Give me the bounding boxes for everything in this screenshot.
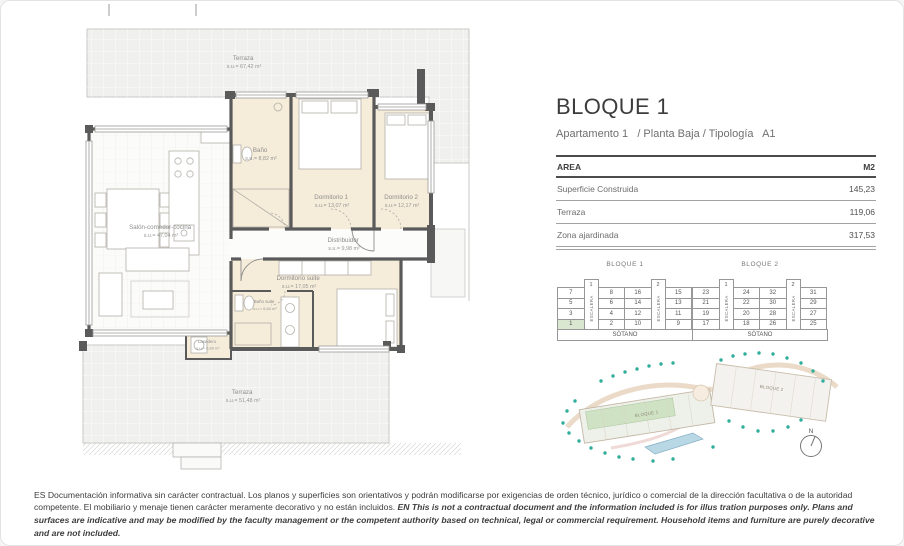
room-label-suite: Dormitorio suite s.u.= 17,05 m² xyxy=(276,275,320,290)
block2-diagram-title: BLOQUE 2 xyxy=(741,261,779,268)
table-row: Terraza 119,06 xyxy=(556,201,876,224)
apartment-subtitle: Apartamento 1 / Planta Baja / Tipología A1 xyxy=(556,128,776,140)
basement-row: SÓTANO xyxy=(692,329,828,341)
plaza-circle xyxy=(693,385,709,401)
area-table-header xyxy=(556,155,876,178)
room-label-dormitorio2: Dormitorio 2 s.u.= 12,17 m² xyxy=(384,194,420,209)
legal-disclaimer xyxy=(34,489,879,541)
block1-site-label: BLOQUE 1 xyxy=(634,409,659,419)
stairwell-2: 2 ESCALERA xyxy=(786,279,801,330)
stairwell-2: 2 ESCALERA xyxy=(651,279,666,330)
room-label-distribuidor: Distribuidor s.u.= 9,98 m² xyxy=(327,237,360,252)
room-label-dormitorio1: Dormitorio 1 s.u.= 13,07 m² xyxy=(314,194,350,209)
site-plan xyxy=(553,351,853,473)
dimension-ticks xyxy=(109,4,196,16)
stairwell-1: 1 ESCALERA xyxy=(584,279,599,330)
room-label-terraza-top: Terraza s.u.= 67,42 m² xyxy=(226,55,262,70)
svg-text:N: N xyxy=(808,428,814,435)
unit-column: 24 22 20 18 xyxy=(733,287,761,330)
block1-diagram-title: BLOQUE 1 xyxy=(606,261,644,268)
room-label-banio-suite: Baño suite s.u.= 6,84 m² xyxy=(253,299,277,311)
m2-col-header: M2 xyxy=(863,162,875,172)
terrace-bottom xyxy=(83,345,461,469)
floor-plan xyxy=(31,3,481,475)
unit-column: 23 21 19 17 xyxy=(692,287,720,330)
unit-column: 15 13 11 9 xyxy=(665,287,693,330)
unit-column: 31 29 27 25 xyxy=(800,287,828,330)
block2-unit-diagram xyxy=(692,261,828,341)
room-label-terraza-bottom: Terraza s.u.= 51,48 m² xyxy=(225,389,261,404)
highlighted-unit-cell: 1 xyxy=(557,319,585,331)
unit-column: 7 5 3 1 xyxy=(557,287,585,330)
unit-column: 8 6 4 2 xyxy=(598,287,626,330)
block1-unit-diagram xyxy=(557,261,693,341)
area-table xyxy=(556,155,876,250)
stairwell-1: 1 ESCALERA xyxy=(719,279,734,330)
table-end-rule xyxy=(556,249,876,250)
room-label-salon: Salón-comedor-cocina s.u.= 47,04 m² xyxy=(129,224,192,239)
block2-site-label: BLOQUE 2 xyxy=(759,383,784,393)
disclaimer-es: ES Documentación informativa sin carácter contractual. Los planos y superficies son orientativos y podrán modificarse por exigencias de orden técnico, jurídico o comercial de la dirección facultativa o de la autoridad competente. El mobiliario y menaje tienen carácter meramente decorativo y no están incluidos. xyxy=(34,489,853,513)
area-col-header: AREA xyxy=(557,162,582,172)
pool xyxy=(645,433,703,454)
room-label-lavadero: Lavadero s.u.= 0,89 m² xyxy=(196,339,220,351)
page-title: BLOQUE 1 xyxy=(556,94,670,119)
unit-column: 32 30 28 26 xyxy=(759,287,787,330)
table-row: Zona ajardinada 317,53 xyxy=(556,224,876,247)
disclaimer-en: EN This is not a contractual document and the information included is for illus tration purposes only. Plans and surfaces are indicative and may be modified by the faculty management or the competent authority based on technical, legal or commercial requirement. Household items and furniture are purely decorative and are not included. xyxy=(34,502,875,539)
north-compass-icon xyxy=(801,428,822,457)
room-label-banio: Baño s.u.= 8,82 m² xyxy=(245,147,277,162)
table-row: Superficie Construida 145,23 xyxy=(556,178,876,201)
basement-row: SÓTANO xyxy=(557,329,693,341)
unit-column: 16 14 12 10 xyxy=(624,287,652,330)
